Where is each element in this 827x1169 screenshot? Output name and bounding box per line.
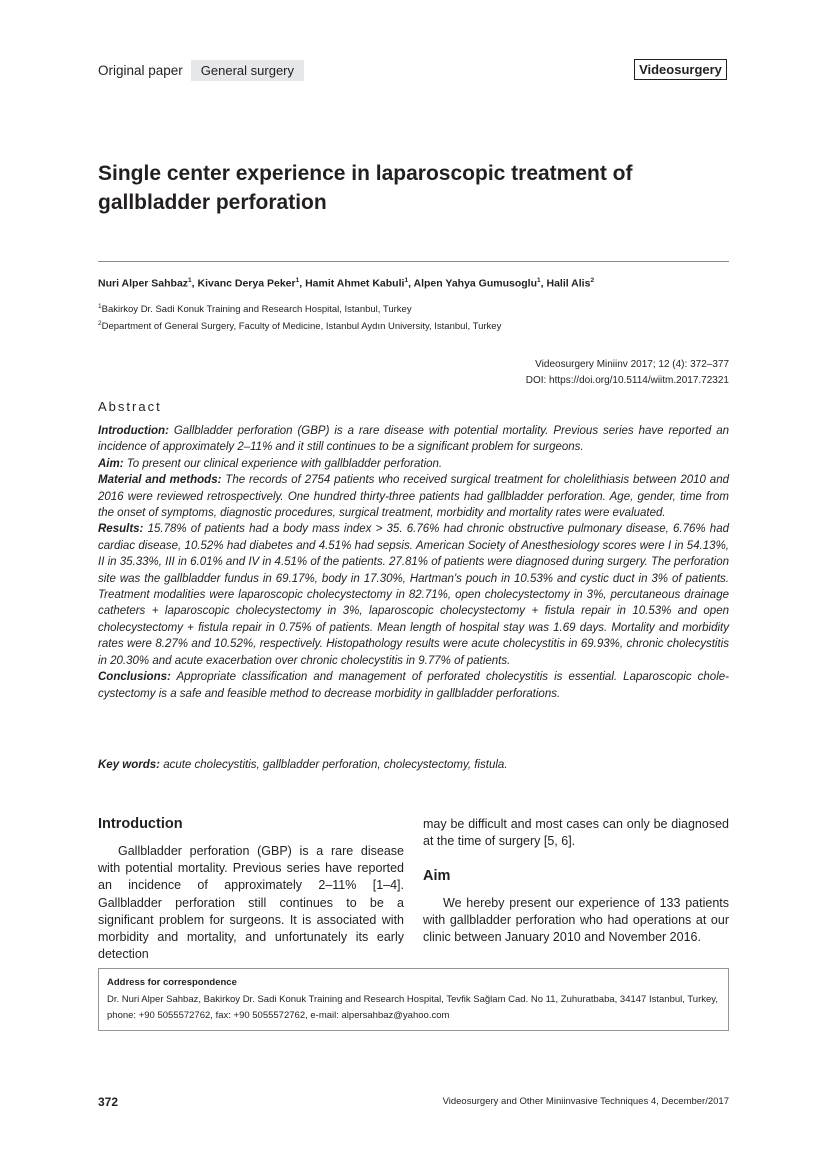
affiliation-text: Department of General Surgery, Faculty of Medicine, Istanbul Aydın University, Istanbul, Turkey bbox=[101, 321, 502, 333]
abstract-text: Appropriate classification and management of perforated cholecystitis is essential. Laparoscopic chole-cystectomy is a safe and feasible method to decrease morbidity in gallbladder perforations. bbox=[98, 671, 729, 700]
abstract-results bbox=[98, 521, 729, 669]
citation-block bbox=[526, 357, 729, 389]
page-number: 372 bbox=[98, 1095, 119, 1109]
citation-line: Videosurgery Miniinv 2017; 12 (4): 372–377 bbox=[535, 359, 729, 370]
author-affiliation-mark: 1 bbox=[295, 277, 300, 284]
keywords bbox=[98, 757, 729, 773]
correspondence-text: Dr. Nuri Alper Sahbaz, Bakirkoy Dr. Sadi Konuk Training and Research Hospital, Tevfik Sağlam Cad. No 11, Zuhuratbaba, 34147 Istanbul, Turkey, phone: +90 5055572762, fax: +90 5055572762, e-mail: alpersahbaz@yahoo.com bbox=[107, 994, 718, 1021]
author-name: Halil Alis bbox=[546, 277, 591, 290]
author-affiliation-mark: 1 bbox=[188, 277, 192, 284]
abstract-methods bbox=[98, 472, 729, 521]
author-affiliation-mark: 1 bbox=[404, 277, 409, 284]
correspondence-box bbox=[98, 968, 729, 1031]
abstract-label: Conclusions: bbox=[98, 671, 171, 684]
abstract-text: 15.78% of patients had a body mass index > 35. 6.76% had chronic obstructive pulmonary disease, 6.76% had cardiac disease, 10.52% had diabetes and 4.51% had sepsis. American Society of Anesthesiology scores were I in 54.13%, II in 35.33%, III in 6.01% and IV in 4.51% of the patients. 27.81% of patients were diagnosed during surgery. The perforation site was the gallbladder fundus in 69.17%, body in 17.30%, Hartman's pouch in 10.53% and cystic duct in 3% of patients. Treatment modalities were laparoscopic cholecystectomy in 82.71%, open cholecystectomy in 3%, percutaneous drainage catheters + laparoscopic cholecystectomy in 3%, laparoscopic cholecystectomy + fistula repair in 10.53% and open cholecystectomy + fistula repair in 0.75% of patients. Mean length of hospital stay was 1.69 days. Mortality and morbidity rates were 8.27% and 10.52%, respectively. Histopathology results were acute cholecystitis in 69.93%, chronic cholecystitis in 20.30% and acute exacerbation over chronic cholecystitis in 9.77% of patients. bbox=[98, 523, 729, 667]
abstract-label: Introduction: bbox=[98, 425, 169, 437]
affiliation-2 bbox=[98, 320, 501, 332]
title-divider bbox=[98, 261, 729, 262]
article-title: Single center experience in laparoscopic treatment of gallbladder perforation bbox=[98, 162, 633, 214]
affiliation-text: Bakirkoy Dr. Sadi Konuk Training and Research Hospital, Istanbul, Turkey bbox=[101, 304, 412, 316]
abstract-conclusions bbox=[98, 669, 729, 702]
abstract-text: The records of 2754 patients who received surgical treatment for cholelithiasis between 2010 and 2016 were reviewed retrospectively. One hundred thirty-three patients had gallbladder perforation. Age, gender, time from the onset of symptoms, diagnostic procedures, surgical treatment, morbidity and mortality rates were evaluated. bbox=[98, 474, 729, 520]
category-badge: General surgery bbox=[191, 60, 304, 81]
introduction-paragraph: Gallbladder perforation (GBP) is a rare disease with potential mortality. Previous series have reported an incidence of approximately 2–11% [1–4]. Gallbladder perforation still continues to be a significant problem for surgeons. It is associated with morbidity and mortality, and unfortunately its early detection bbox=[98, 844, 404, 962]
article-header bbox=[98, 59, 304, 81]
keywords-label: Key words: bbox=[98, 759, 160, 771]
aim-paragraph: We hereby present our experience of 133 patients with gallbladder perforation who had operations at our clinic between January 2010 and November 2016. bbox=[423, 896, 729, 945]
author-affiliation-mark: 1 bbox=[537, 277, 541, 284]
author-name: Alpen Yahya Gumusoglu bbox=[413, 277, 538, 290]
keywords-text: acute cholecystitis, gallbladder perforation, cholecystectomy, fistula. bbox=[160, 759, 508, 771]
abstract-introduction bbox=[98, 423, 729, 456]
aim-heading: Aim bbox=[423, 868, 451, 884]
abstract-aim bbox=[98, 456, 729, 472]
introduction-heading: Introduction bbox=[98, 816, 183, 832]
abstract-heading: Abstract bbox=[98, 399, 162, 414]
affiliation-mark: 1 bbox=[98, 303, 102, 310]
article-type: Original paper bbox=[98, 62, 183, 78]
abstract-label: Results: bbox=[98, 523, 144, 536]
abstract-text: Gallbladder perforation (GBP) is a rare disease with potential mortality. Previous series have reported an incidence of approximately 2–11% and it still continues to be a significant problem for surgeons. bbox=[98, 425, 729, 454]
author-name: Nuri Alper Sahbaz bbox=[98, 277, 189, 290]
journal-badge: Videosurgery bbox=[634, 59, 727, 80]
author-name: Kivanc Derya Peker bbox=[197, 277, 296, 290]
abstract-text: To present our clinical experience with gallbladder perforation. bbox=[123, 457, 443, 470]
introduction-continuation: may be difficult and most cases can only be diagnosed at the time of surgery [5, 6]. bbox=[423, 817, 729, 849]
author-name: Hamit Ahmet Kabuli bbox=[305, 277, 405, 290]
doi-link[interactable]: DOI: https://doi.org/10.5114/wiitm.2017.72321 bbox=[525, 375, 729, 386]
correspondence-title: Address for correspondence bbox=[107, 977, 237, 988]
abstract-label: Aim: bbox=[98, 457, 124, 470]
affiliation-mark: 2 bbox=[98, 320, 102, 327]
author-affiliation-mark: 2 bbox=[590, 277, 595, 284]
author-list: Nuri Alper Sahbaz$^1$, Kivanc Derya Peker$^1$, Hamit Ahmet Kabuli$^1$, Alpen Yahya Gumusoglu$^1$, Halil Alis$^2$ bbox=[98, 277, 595, 290]
affiliation-1 bbox=[98, 303, 412, 315]
abstract-body bbox=[98, 423, 729, 702]
footer-journal: Videosurgery and Other Miniinvasive Techniques 4, December/2017 bbox=[442, 1096, 729, 1107]
abstract-label: Material and methods: bbox=[98, 474, 222, 487]
